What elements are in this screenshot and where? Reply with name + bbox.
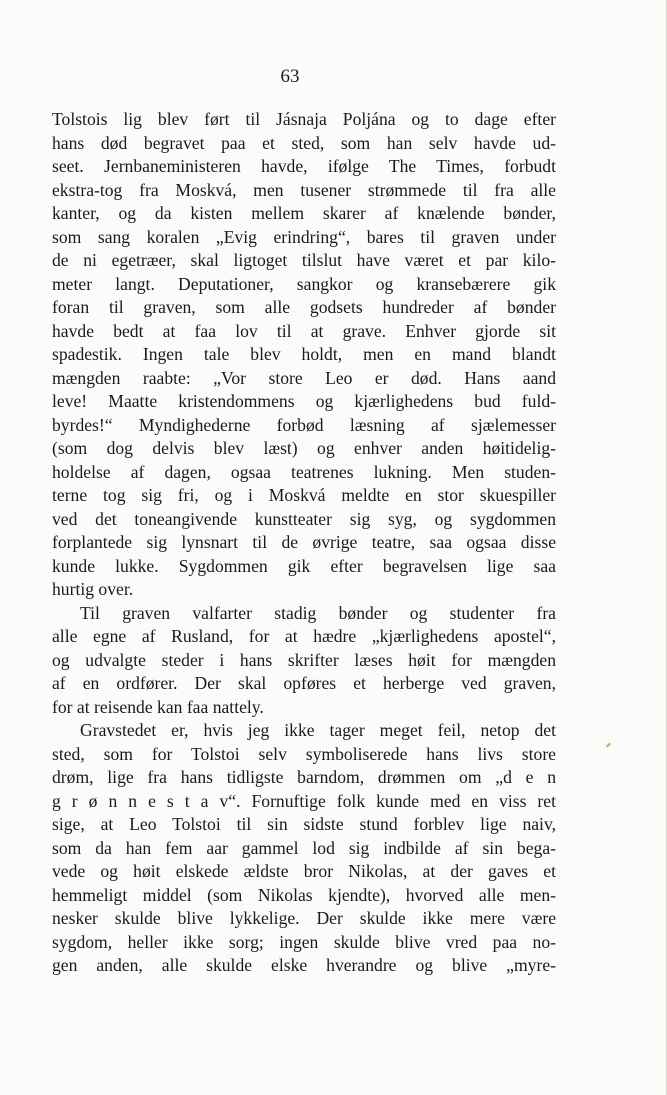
text-line: hurtig over.	[52, 579, 134, 599]
text-line: som sang koralen „Evig erindring“, bares til graven under	[52, 226, 556, 247]
text-line: vede og høit elskede ældste bror Nikolas, at der gaves et	[52, 861, 556, 881]
text-line: alle egne af Rusland, for at hædre „kjærlighedens apostel“,	[52, 626, 556, 646]
text-line: hans død begravet paa et sted, som han selv havde ud-	[52, 132, 556, 153]
text-line: sige, at Leo Tolstoi til sin sidste stund forblev lige naiv,	[52, 814, 556, 834]
page-number: 63	[280, 66, 300, 87]
text-line: de ni egetræer, skal ligtoget tilslut have været et par kilo-	[52, 250, 556, 270]
text-line: leve! Maatte kristendommens og kjærlighedens bud fuld-	[52, 391, 556, 411]
text-line: kunde lukke. Sygdommen gik efter begravelsen lige saa	[52, 555, 556, 576]
text-line: for at reisende kan faa nattely.	[52, 696, 264, 717]
text-line: forplantede sig lynsnart til de øvrige teatre, saa ogsaa disse	[52, 532, 556, 552]
text-line: og udvalgte steder i hans skrifter læses høit for mængden	[52, 649, 556, 670]
margin-mark	[606, 743, 611, 748]
text-line: byrdes!“ Myndighederne forbød læsning af sjælemesser	[52, 414, 556, 435]
text-line: havde bedt at faa lov til at grave. Enhver gjorde sit	[52, 320, 556, 341]
text-line: gen anden, alle skulde elske hverandre og blive „myre-	[52, 955, 556, 975]
text-line: drøm, lige fra hans tidligste barndom, drømmen om „d e n	[52, 767, 556, 787]
text-line: foran til graven, som alle godsets hundreder af bønder	[52, 297, 556, 317]
text-line: kanter, og da kisten mellem skarer af knælende bønder,	[52, 203, 556, 223]
body-text	[52, 108, 556, 978]
text-line: ekstra-tog fra Moskvá, men tusener strømmede til fra alle	[52, 179, 556, 200]
text-line: som da han fem aar gammel lod sig indbilde af sin bega-	[52, 837, 556, 858]
text-line: mængden raabte: „Vor store Leo er død. Hans aand	[52, 367, 556, 388]
text-line: af en ordfører. Der skal opføres et herberge ved graven,	[52, 673, 556, 693]
text-line: ved det toneangivende kunstteater sig syg, og sygdommen	[52, 508, 556, 529]
text-line: Gravstedet er, hvis jeg ikke tager meget feil, netop det	[80, 720, 556, 740]
text-line: meter langt. Deputationer, sangkor og kransebærere gik	[52, 273, 556, 294]
text-line: holdelse af dagen, ogsaa teatrenes lukning. Men studen-	[52, 461, 556, 482]
text-line: terne tog sig fri, og i Moskvá meldte en stor skuespiller	[52, 485, 556, 505]
text-line: spadestik. Ingen tale blev holdt, men en mand blandt	[52, 344, 556, 364]
text-line: g r ø n n e s t a v“. Fornuftige folk kunde med en viss ret	[52, 790, 556, 811]
text-line: Til graven valfarter stadig bønder og studenter fra	[80, 602, 556, 623]
text-line: sygdom, heller ikke sorg; ingen skulde blive vred paa no-	[52, 931, 556, 952]
text-line: (som dog delvis blev læst) og enhver anden høitidelig-	[52, 438, 556, 458]
text-line: sted, som for Tolstoi selv symboliserede hans livs store	[52, 743, 556, 764]
text-line: seet. Jernbaneministeren havde, ifølge The Times, forbudt	[52, 156, 556, 176]
text-line: hemmeligt middel (som Nikolas kjendte), hvorved alle men-	[52, 884, 556, 905]
text-line: Tolstois lig blev ført til Jásnaja Poljána og to dage efter	[52, 109, 556, 129]
text-line: nesker skulde blive lykkelige. Der skulde ikke mere være	[52, 908, 556, 928]
